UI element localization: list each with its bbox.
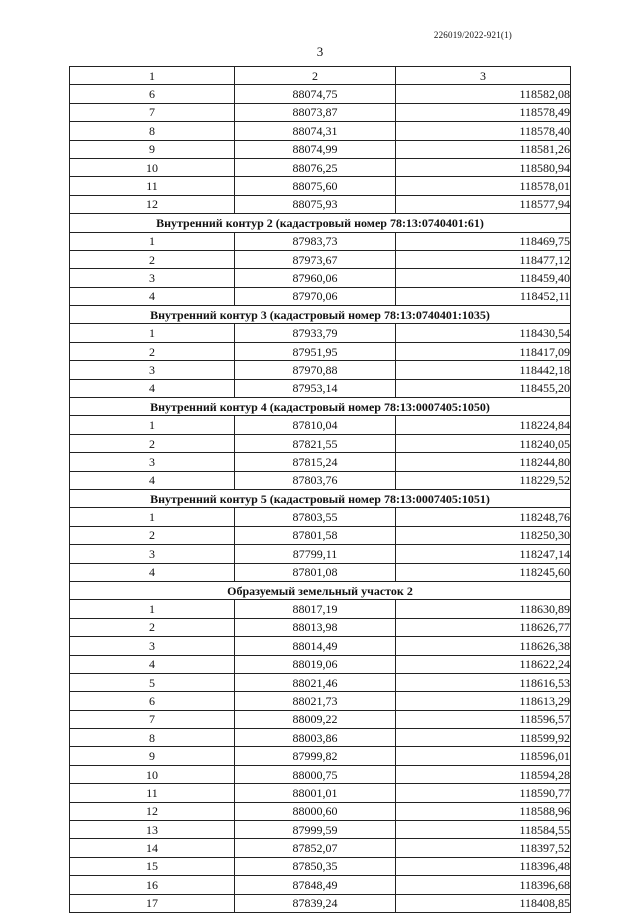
- point-number-cell: 2: [70, 434, 235, 452]
- y-coordinate-cell: 118248,76: [396, 508, 571, 526]
- column-header-y: 3: [396, 67, 571, 85]
- y-coordinate-cell: 118245,60: [396, 563, 571, 581]
- column-header-number: 1: [70, 67, 235, 85]
- table-row: [70, 177, 571, 195]
- x-coordinate-cell: 88073,87: [235, 103, 396, 121]
- point-number-cell: 10: [70, 765, 235, 783]
- point-number-cell: 14: [70, 839, 235, 857]
- x-coordinate-cell: 88000,75: [235, 765, 396, 783]
- y-coordinate-cell: 118240,05: [396, 434, 571, 452]
- table-row: [70, 747, 571, 765]
- y-coordinate-cell: 118582,08: [396, 85, 571, 103]
- y-coordinate-cell: 118622,24: [396, 655, 571, 673]
- point-number-cell: 9: [70, 140, 235, 158]
- y-coordinate-cell: 118599,92: [396, 729, 571, 747]
- point-number-cell: 8: [70, 122, 235, 140]
- x-coordinate-cell: 87933,79: [235, 324, 396, 342]
- point-number-cell: 3: [70, 637, 235, 655]
- y-coordinate-cell: 118596,57: [396, 710, 571, 728]
- table-row: [70, 692, 571, 710]
- table-row: [70, 710, 571, 728]
- table-row: [70, 250, 571, 268]
- x-coordinate-cell: 88076,25: [235, 158, 396, 176]
- y-coordinate-cell: 118578,01: [396, 177, 571, 195]
- table-row: [70, 876, 571, 894]
- y-coordinate-cell: 118577,94: [396, 195, 571, 213]
- y-coordinate-cell: 118580,94: [396, 158, 571, 176]
- x-coordinate-cell: 87852,07: [235, 839, 396, 857]
- point-number-cell: 1: [70, 600, 235, 618]
- table-row: [70, 784, 571, 802]
- point-number-cell: 17: [70, 894, 235, 912]
- point-number-cell: 1: [70, 232, 235, 250]
- x-coordinate-cell: 88000,60: [235, 802, 396, 820]
- y-coordinate-cell: 118250,30: [396, 526, 571, 544]
- x-coordinate-cell: 87970,88: [235, 361, 396, 379]
- table-row: [70, 232, 571, 250]
- y-coordinate-cell: 118442,18: [396, 361, 571, 379]
- x-coordinate-cell: 87960,06: [235, 269, 396, 287]
- table-row: [70, 673, 571, 691]
- y-coordinate-cell: 118590,77: [396, 784, 571, 802]
- x-coordinate-cell: 87815,24: [235, 453, 396, 471]
- table-row: [70, 140, 571, 158]
- table-row: [70, 600, 571, 618]
- table-row: [70, 269, 571, 287]
- table-row: [70, 324, 571, 342]
- table-row: [70, 655, 571, 673]
- point-number-cell: 7: [70, 103, 235, 121]
- point-number-cell: 8: [70, 729, 235, 747]
- x-coordinate-cell: 88075,93: [235, 195, 396, 213]
- point-number-cell: 11: [70, 784, 235, 802]
- y-coordinate-cell: 118229,52: [396, 471, 571, 489]
- x-coordinate-cell: 87999,82: [235, 747, 396, 765]
- x-coordinate-cell: 87983,73: [235, 232, 396, 250]
- section-title: Внутренний контур 4 (кадастровый номер 78:13:0007405:1050): [70, 398, 571, 416]
- section-title: Внутренний контур 5 (кадастровый номер 78:13:0007405:1051): [70, 489, 571, 507]
- table-row: [70, 361, 571, 379]
- y-coordinate-cell: 118596,01: [396, 747, 571, 765]
- y-coordinate-cell: 118452,11: [396, 287, 571, 305]
- section-title: Образуемый земельный участок 2: [70, 581, 571, 599]
- x-coordinate-cell: 88021,73: [235, 692, 396, 710]
- table-row: [70, 637, 571, 655]
- x-coordinate-cell: 88074,75: [235, 85, 396, 103]
- y-coordinate-cell: 118588,96: [396, 802, 571, 820]
- x-coordinate-cell: 88009,22: [235, 710, 396, 728]
- page-number: 3: [316, 44, 324, 59]
- y-coordinate-cell: 118396,68: [396, 876, 571, 894]
- y-coordinate-cell: 118397,52: [396, 839, 571, 857]
- table-row: [70, 342, 571, 360]
- x-coordinate-cell: 87803,55: [235, 508, 396, 526]
- table-row: [70, 434, 571, 452]
- table-row: [70, 158, 571, 176]
- y-coordinate-cell: 118396,48: [396, 857, 571, 875]
- point-number-cell: 4: [70, 471, 235, 489]
- x-coordinate-cell: 88017,19: [235, 600, 396, 618]
- table-row: [70, 821, 571, 839]
- point-number-cell: 3: [70, 545, 235, 563]
- table-row: [70, 765, 571, 783]
- table-row: [70, 802, 571, 820]
- coordinates-table-body: [70, 67, 571, 913]
- y-coordinate-cell: 118584,55: [396, 821, 571, 839]
- x-coordinate-cell: 88075,60: [235, 177, 396, 195]
- y-coordinate-cell: 118408,85: [396, 894, 571, 912]
- table-row: [70, 416, 571, 434]
- point-number-cell: 1: [70, 324, 235, 342]
- table-row: [70, 857, 571, 875]
- point-number-cell: 2: [70, 526, 235, 544]
- y-coordinate-cell: 118578,40: [396, 122, 571, 140]
- point-number-cell: 2: [70, 250, 235, 268]
- table-row: [70, 526, 571, 544]
- x-coordinate-cell: 87801,58: [235, 526, 396, 544]
- coordinates-table: [69, 66, 571, 913]
- table-row: [70, 453, 571, 471]
- x-coordinate-cell: 87810,04: [235, 416, 396, 434]
- x-coordinate-cell: 87799,11: [235, 545, 396, 563]
- table-row: [70, 563, 571, 581]
- y-coordinate-cell: 118594,28: [396, 765, 571, 783]
- point-number-cell: 10: [70, 158, 235, 176]
- section-header-row: [70, 489, 571, 507]
- x-coordinate-cell: 87953,14: [235, 379, 396, 397]
- section-header-row: [70, 306, 571, 324]
- x-coordinate-cell: 87848,49: [235, 876, 396, 894]
- x-coordinate-cell: 87839,24: [235, 894, 396, 912]
- y-coordinate-cell: 118616,53: [396, 673, 571, 691]
- table-row: [70, 379, 571, 397]
- point-number-cell: 12: [70, 195, 235, 213]
- y-coordinate-cell: 118578,49: [396, 103, 571, 121]
- point-number-cell: 13: [70, 821, 235, 839]
- y-coordinate-cell: 118417,09: [396, 342, 571, 360]
- table-row: [70, 195, 571, 213]
- x-coordinate-cell: 87973,67: [235, 250, 396, 268]
- x-coordinate-cell: 87951,95: [235, 342, 396, 360]
- table-row: [70, 545, 571, 563]
- table-header-row: [70, 67, 571, 85]
- point-number-cell: 6: [70, 692, 235, 710]
- x-coordinate-cell: 87801,08: [235, 563, 396, 581]
- table-row: [70, 103, 571, 121]
- point-number-cell: 12: [70, 802, 235, 820]
- y-coordinate-cell: 118469,75: [396, 232, 571, 250]
- x-coordinate-cell: 87999,59: [235, 821, 396, 839]
- y-coordinate-cell: 118459,40: [396, 269, 571, 287]
- section-title: Внутренний контур 3 (кадастровый номер 78:13:0740401:1035): [70, 306, 571, 324]
- point-number-cell: 3: [70, 453, 235, 471]
- table-row: [70, 471, 571, 489]
- point-number-cell: 1: [70, 508, 235, 526]
- point-number-cell: 1: [70, 416, 235, 434]
- table-row: [70, 618, 571, 636]
- section-header-row: [70, 581, 571, 599]
- column-header-x: 2: [235, 67, 396, 85]
- point-number-cell: 15: [70, 857, 235, 875]
- table-row: [70, 122, 571, 140]
- point-number-cell: 4: [70, 563, 235, 581]
- table-row: [70, 85, 571, 103]
- y-coordinate-cell: 118244,80: [396, 453, 571, 471]
- point-number-cell: 7: [70, 710, 235, 728]
- y-coordinate-cell: 118626,38: [396, 637, 571, 655]
- x-coordinate-cell: 88074,31: [235, 122, 396, 140]
- point-number-cell: 16: [70, 876, 235, 894]
- x-coordinate-cell: 88014,49: [235, 637, 396, 655]
- x-coordinate-cell: 87803,76: [235, 471, 396, 489]
- x-coordinate-cell: 88074,99: [235, 140, 396, 158]
- point-number-cell: 3: [70, 361, 235, 379]
- x-coordinate-cell: 87821,55: [235, 434, 396, 452]
- x-coordinate-cell: 88001,01: [235, 784, 396, 802]
- point-number-cell: 9: [70, 747, 235, 765]
- section-header-row: [70, 398, 571, 416]
- x-coordinate-cell: 88003,86: [235, 729, 396, 747]
- section-title: Внутренний контур 2 (кадастровый номер 78:13:0740401:61): [70, 214, 571, 232]
- y-coordinate-cell: 118247,14: [396, 545, 571, 563]
- x-coordinate-cell: 88013,98: [235, 618, 396, 636]
- y-coordinate-cell: 118613,29: [396, 692, 571, 710]
- table-row: [70, 287, 571, 305]
- y-coordinate-cell: 118430,54: [396, 324, 571, 342]
- y-coordinate-cell: 118581,26: [396, 140, 571, 158]
- point-number-cell: 6: [70, 85, 235, 103]
- x-coordinate-cell: 87970,06: [235, 287, 396, 305]
- point-number-cell: 2: [70, 342, 235, 360]
- x-coordinate-cell: 88019,06: [235, 655, 396, 673]
- y-coordinate-cell: 118224,84: [396, 416, 571, 434]
- document-number: 226019/2022-921(1): [433, 30, 512, 40]
- x-coordinate-cell: 87850,35: [235, 857, 396, 875]
- point-number-cell: 4: [70, 655, 235, 673]
- y-coordinate-cell: 118630,89: [396, 600, 571, 618]
- x-coordinate-cell: 88021,46: [235, 673, 396, 691]
- point-number-cell: 5: [70, 673, 235, 691]
- table-row: [70, 894, 571, 912]
- table-row: [70, 839, 571, 857]
- y-coordinate-cell: 118477,12: [396, 250, 571, 268]
- point-number-cell: 4: [70, 379, 235, 397]
- table-row: [70, 508, 571, 526]
- table-row: [70, 729, 571, 747]
- y-coordinate-cell: 118455,20: [396, 379, 571, 397]
- point-number-cell: 2: [70, 618, 235, 636]
- section-header-row: [70, 214, 571, 232]
- y-coordinate-cell: 118626,77: [396, 618, 571, 636]
- point-number-cell: 11: [70, 177, 235, 195]
- point-number-cell: 4: [70, 287, 235, 305]
- point-number-cell: 3: [70, 269, 235, 287]
